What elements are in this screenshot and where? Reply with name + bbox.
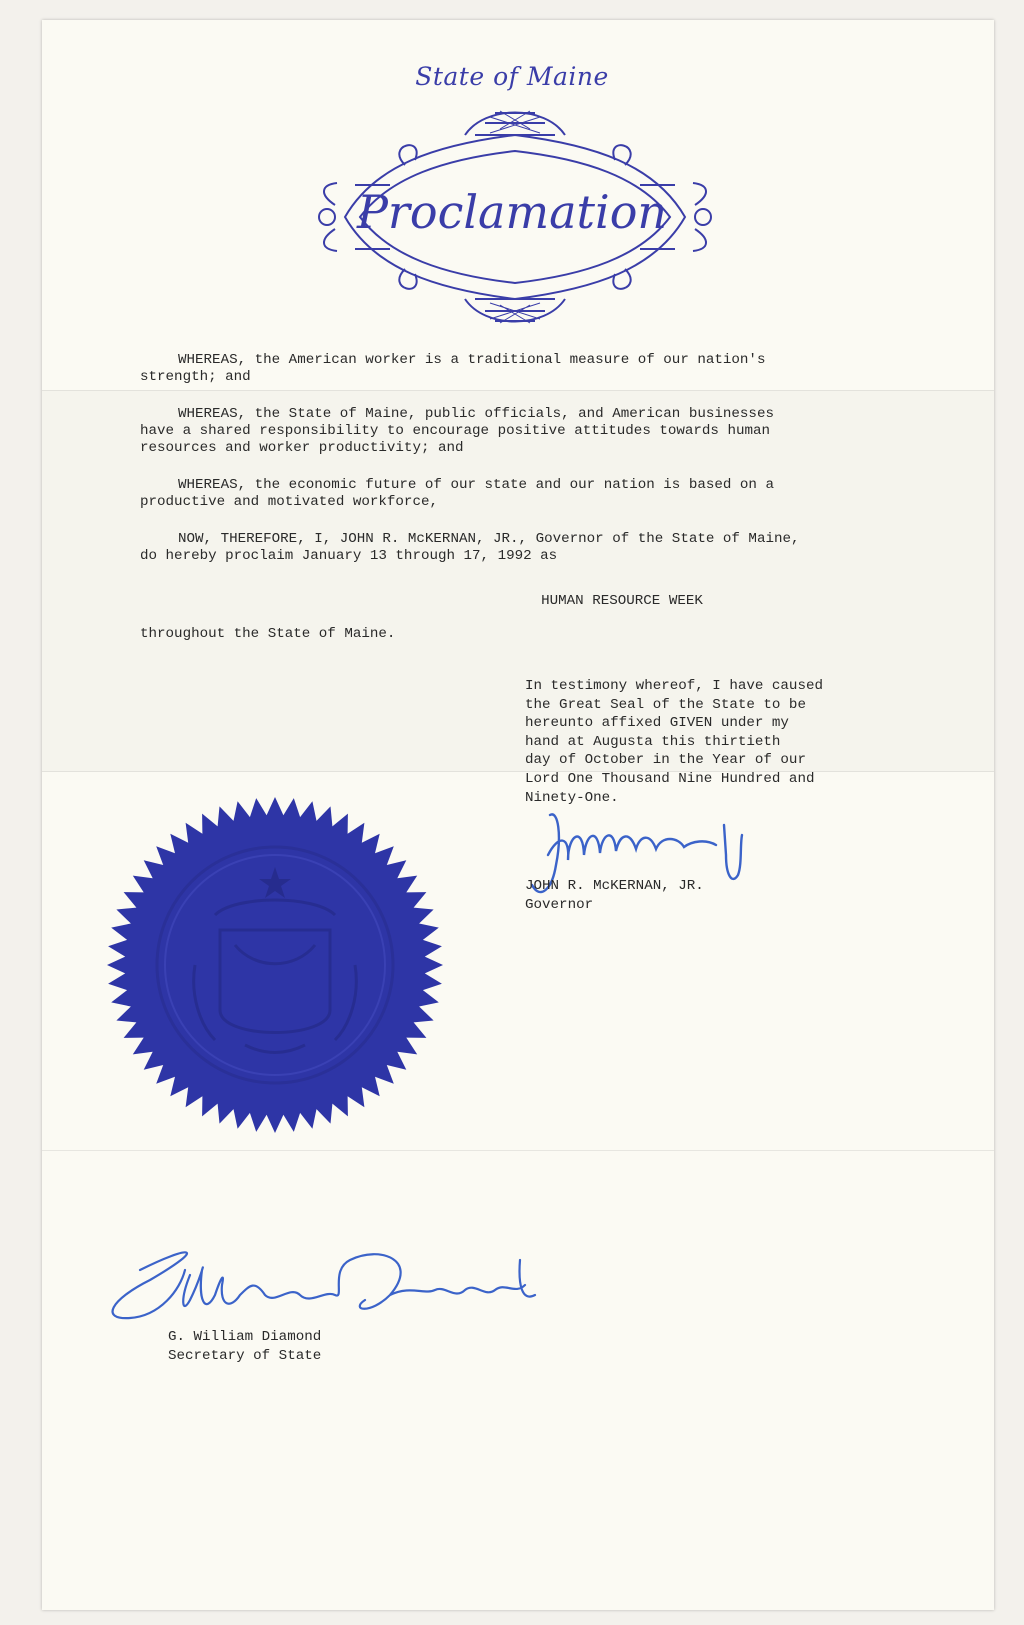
closing-line: throughout the State of Maine. (140, 626, 396, 642)
secretary-signature (90, 1240, 550, 1330)
whereas-paragraph-3: WHEREAS, the economic future of our state and our nation is based on a productive and motivated workforce, (140, 477, 774, 510)
whereas-paragraph-1: WHEREAS, the American worker is a traditional measure of our nation's strength; and (140, 352, 766, 385)
proclamation-heading: Proclamation (356, 185, 668, 239)
week-title: HUMAN RESOURCE WEEK (541, 593, 703, 609)
governor-signature-block (525, 877, 704, 914)
testimony-clause: In testimony whereof, I have caused the Great Seal of the State to be hereunto affixed GIVEN under my hand at Augusta this thirtieth day of October in the Year of our Lord One Thousand Nine Hundred and Ninety-One. (525, 678, 823, 806)
whereas-paragraph-2: WHEREAS, the State of Maine, public officials, and American businesses have a shared responsibility to encourage positive attitudes towards human resources and worker productivity; and (140, 406, 774, 456)
secretary-signature-block (168, 1328, 321, 1365)
secretary-name: G. William Diamond (168, 1329, 322, 1345)
now-therefore-paragraph: NOW, THEREFORE, I, JOHN R. McKERNAN, JR., Governor of the State of Maine, do hereby proclaim January 13 through 17, 1992 as (140, 531, 800, 564)
secretary-title: Secretary of State (168, 1347, 322, 1364)
state-title: State of Maine (415, 62, 609, 91)
great-seal-of-maine (105, 795, 445, 1135)
governor-title: Governor (525, 896, 594, 913)
fold-crease (42, 1150, 994, 1151)
governor-name: JOHN R. McKERNAN, JR. (525, 878, 704, 894)
